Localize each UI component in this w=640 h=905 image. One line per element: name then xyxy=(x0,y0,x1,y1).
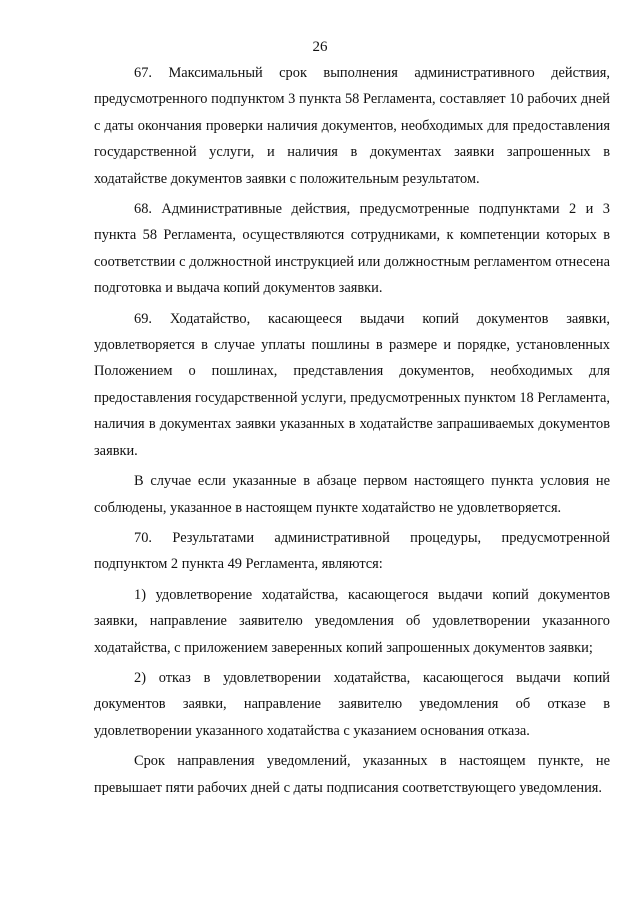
paragraph-70: 70. Результатами административной процедуры, предусмотренной подпунктом 2 пункта 49 Регламента, являются: xyxy=(94,529,610,573)
paragraph-70-item-1: 1) удовлетворение ходатайства, касающегося выдачи копий документов заявки, направление заявителю уведомления об удовлетворении указанного ходатайства, с приложением заверенных копий запрошенных документов заявки; xyxy=(94,586,610,656)
paragraph-notice-deadline: Срок направления уведомлений, указанных в настоящем пункте, не превышает пяти рабочих дней с даты подписания соответствующего уведомления. xyxy=(94,753,610,796)
paragraph-69-conditions: В случае если указанные в абзаце первом настоящего пункта условия не соблюдены, указанное в настоящем пункте ходатайство не удовлетворяется. xyxy=(94,473,610,516)
page-number: 26 xyxy=(312,39,328,55)
paragraph-70-item-2: 2) отказ в удовлетворении ходатайства, касающегося выдачи копий документов заявки, направление заявителю уведомления об отказе в удовлетворении указанного ходатайства с указанием основания отказа. xyxy=(94,669,610,739)
paragraph-67: 67. Максимальный срок выполнения административного действия, предусмотренного подпунктом 3 пункта 58 Регламента, составляет 10 рабочих дней с даты окончания проверки наличия документов, необходимых для предоставления государственной услуги, и наличия в документах заявки запрошенных в ходатайстве документов заявки с положительным результатом. xyxy=(94,65,610,187)
paragraph-69: 69. Ходатайство, касающееся выдачи копий документов заявки, удовлетворяется в случае уплаты пошлины в размере и порядке, установленных Положением о пошлинах, представления документов, необходимых для предоставления государственной услуги, предусмотренных пунктом 18 Регламента, наличия в документах заявки указанных в ходатайстве запрашиваемых документов заявки. xyxy=(94,310,610,459)
paragraph-68: 68. Административные действия, предусмотренные подпунктами 2 и 3 пункта 58 Регламента, осуществляются сотрудниками, к компетенции которых в соответствии с должностной инструкцией или должностным регламентом отнесена подготовка и выдача копий документов заявки. xyxy=(94,201,610,297)
document-body xyxy=(94,60,610,801)
